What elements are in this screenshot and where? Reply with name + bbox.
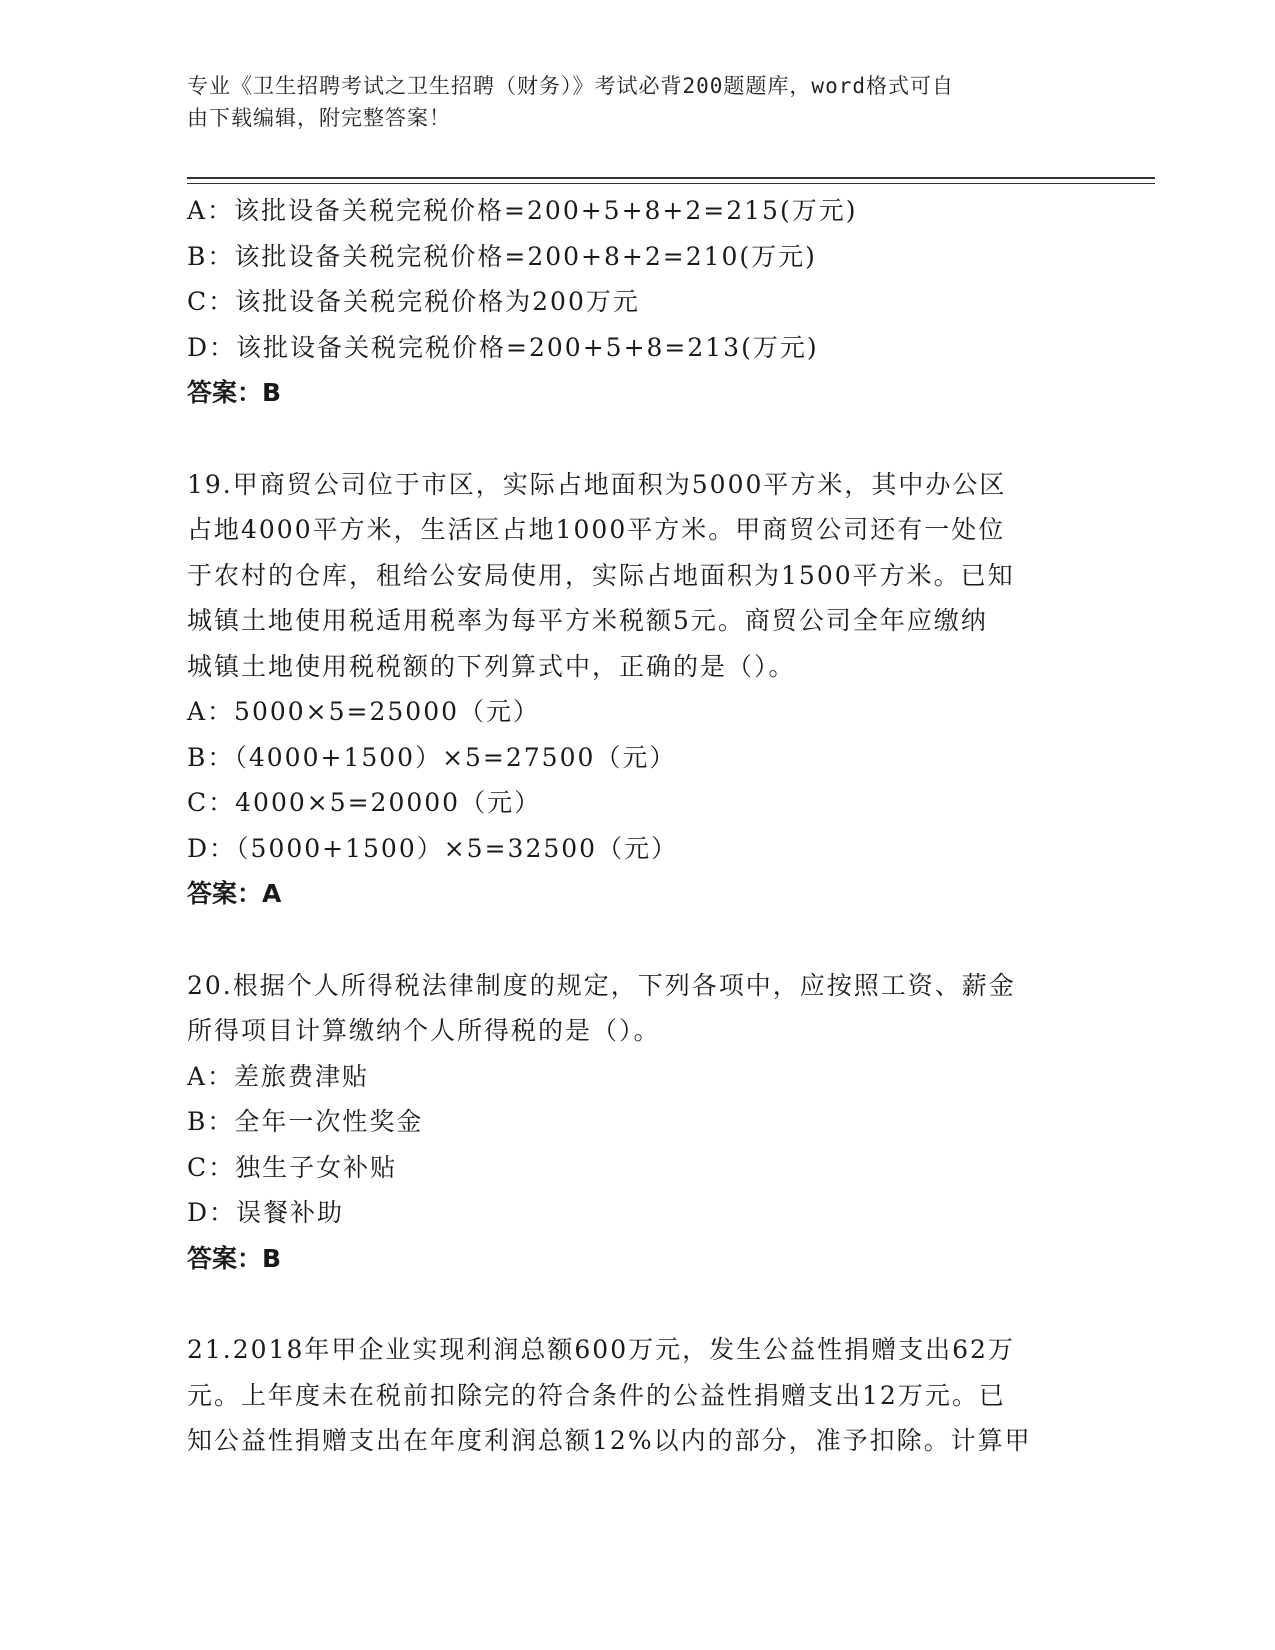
question-text-line: 19.甲商贸公司位于市区，实际占地面积为5000平方米，其中办公区 [187,469,1007,499]
answer: 答案：B [187,378,282,407]
question-21-block [187,1327,1087,1464]
question-text-line: 20.根据个人所得税法律制度的规定，下列各项中，应按照工资、薪金 [187,970,1016,1000]
option-b: B：全年一次性奖金 [187,1107,424,1136]
option-d: D：误餐补助 [187,1198,345,1227]
question-20-block [187,963,1087,1282]
header-line: 由下载编辑，附完整答案！ [187,106,451,130]
question-text-line: 城镇土地使用税税额的下列算式中，正确的是（）。 [187,651,796,681]
question-text-line: 知公益性捐赠支出在年度利润总额12%以内的部分，准予扣除。计算甲 [187,1426,1032,1455]
document-header [187,70,1087,134]
document-body [187,188,1087,1464]
option-b: B：该批设备关税完税价格=200+8+2=210(万元) [187,241,817,271]
question-text-line: 所得项目计算缴纳个人所得税的是（）。 [187,1016,661,1045]
question-text-line: 占地4000平方米，生活区占地1000平方米。甲商贸公司还有一处位 [187,515,1006,544]
answer: 答案：B [187,1243,282,1273]
answer: 答案：A [187,879,282,908]
option-d: D：（5000+1500）×5=32500（元） [187,833,679,863]
option-a: A：该批设备关税完税价格=200+5+8+2=215(万元) [187,196,858,225]
header-line: 专业《卫生招聘考试之卫生招聘（财务）》考试必背200题题库，word格式可自 [187,74,954,98]
option-d: D：该批设备关税完税价格=200+5+8=213(万元) [187,332,819,362]
header-divider-thin [187,183,1155,184]
option-a: A：差旅费津贴 [187,1061,370,1091]
question-19-block [187,462,1087,917]
option-c: C：4000×5=20000（元） [187,788,542,817]
question-text-line: 21.2018年甲企业实现利润总额600万元，发生公益性捐赠支出62万 [187,1335,1015,1364]
question-text-line: 于农村的仓库，租给公安局使用，实际占地面积为1500平方米。已知 [187,560,1015,590]
option-c: C：独生子女补贴 [187,1152,398,1182]
question-text-line: 城镇土地使用税适用税率为每平方米税额5元。商贸公司全年应缴纳 [187,606,988,635]
question-text-line: 元。上年度未在税前扣除完的符合条件的公益性捐赠支出12万元。已 [187,1380,1006,1410]
option-b: B：（4000+1500）×5=27500（元） [187,742,677,772]
option-c: C：该批设备关税完税价格为200万元 [187,287,640,316]
header-divider [187,177,1155,179]
question-18-block [187,188,1087,416]
option-a: A：5000×5=25000（元） [187,697,541,726]
